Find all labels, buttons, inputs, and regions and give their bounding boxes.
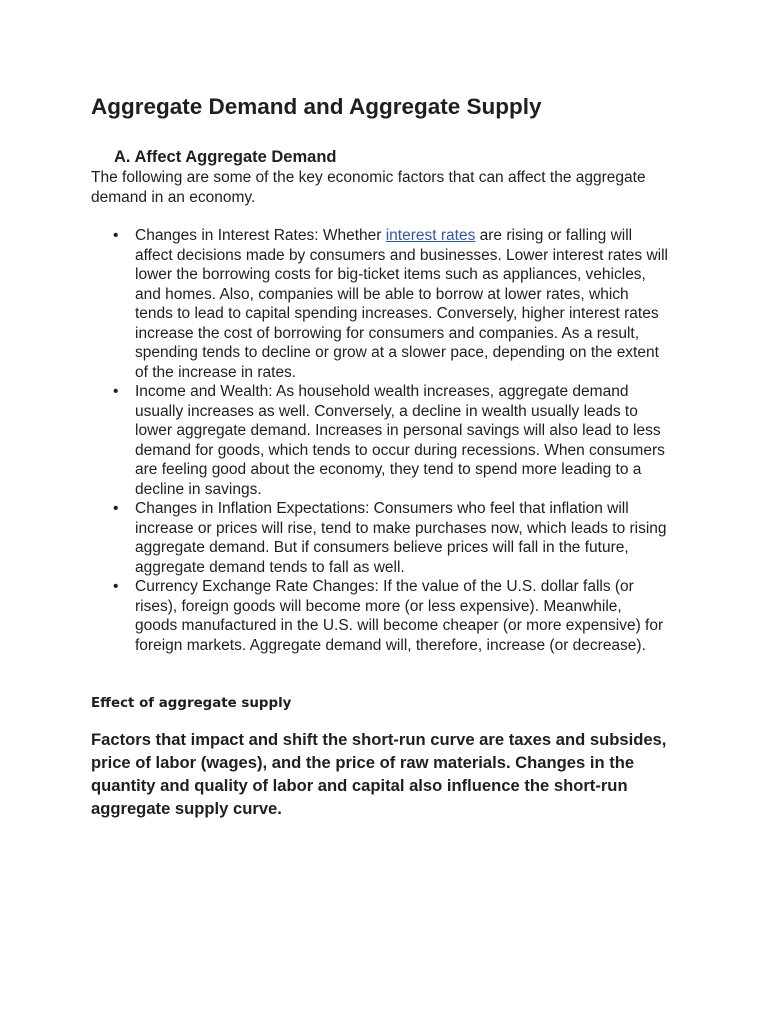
factor-text: Income and Wealth: As household wealth increases, aggregate demand usually increases as well. Conversely, a decline in wealth usually leads to lower aggregate demand. Increases in personal savings will also lead to less demand for goods, which tends to occur during recessions. When consumers are feeling good about the economy, they tend to spend more leading to a decline in savings. <box>135 383 665 498</box>
section-b-heading: Effect of aggregate supply <box>91 696 292 711</box>
factor-exchange-rate <box>108 577 668 655</box>
section-a-heading: A. Affect Aggregate Demand <box>114 148 337 166</box>
factor-text: Currency Exchange Rate Changes: If the value of the U.S. dollar falls (or rises), foreign goods will become more (or less expensive). Meanwhile, goods manufactured in the U.S. will become cheaper (or more expensive) for foreign markets. Aggregate demand will, therefore, increase (or decrease). <box>135 578 664 654</box>
bullet-icon: • <box>113 578 119 595</box>
interest-rates-link[interactable]: interest rates <box>385 227 476 244</box>
factor-inflation-expectations <box>108 499 668 577</box>
bullet-icon: • <box>113 383 119 400</box>
bullet-icon: • <box>113 500 119 517</box>
factor-text: Changes in Interest Rates: Whether <box>135 227 386 244</box>
factor-interest-rates <box>108 226 668 382</box>
factor-income-wealth <box>108 382 668 499</box>
aggregate-demand-factor-list <box>108 226 668 655</box>
factor-text: Changes in Inflation Expectations: Consumers who feel that inflation will increase or prices will rise, tend to make purchases now, which leads to rising aggregate demand. But if consumers believe prices will fall in the future, aggregate demand tends to fall as well. <box>135 500 667 576</box>
section-b-body: Factors that impact and shift the short-run curve are taxes and subsides, price of labor (wages), and the price of raw materials. Changes in the quantity and quality of labor and capital also influence the short-run aggregate supply curve. <box>91 730 667 818</box>
factor-text: are rising or falling will affect decisions made by consumers and businesses. Lower interest rates will lower the borrowing costs for big-ticket items such as appliances, vehicles, and homes. Also, companies will be able to borrow at lower rates, which tends to lead to capital spending increases. Conversely, higher interest rates increase the cost of borrowing for consumers and companies. As a result, spending tends to decline or grow at a slower pace, depending on the extent of the increase in rates. <box>135 227 669 381</box>
section-a-intro: The following are some of the key economic factors that can affect the aggregate demand in an economy. <box>91 169 646 206</box>
page-title: Aggregate Demand and Aggregate Supply <box>91 94 542 119</box>
bullet-icon: • <box>113 227 119 244</box>
